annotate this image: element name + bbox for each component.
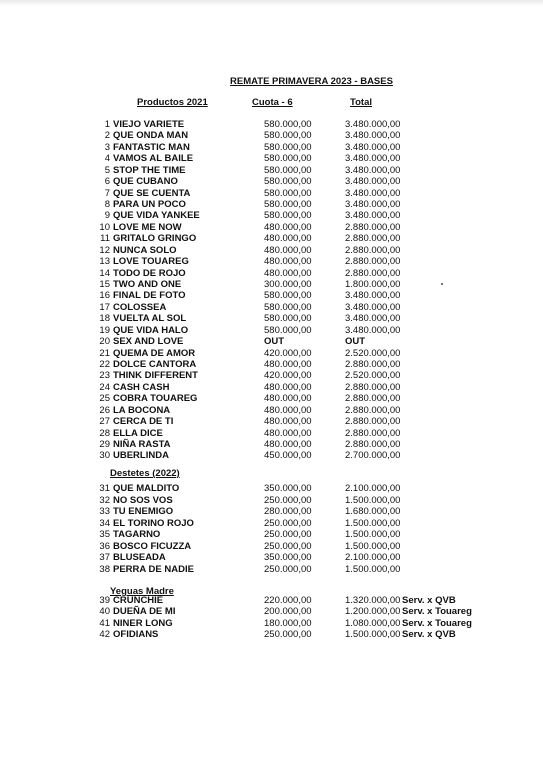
lot-total: 1.500.000,00 bbox=[345, 629, 401, 641]
lot-number: 42 bbox=[99, 629, 110, 641]
lot-name: QUEMA DE AMOR bbox=[113, 347, 196, 359]
lot-number: 39 bbox=[99, 595, 110, 606]
lot-name: COBRA TOUAREG bbox=[113, 393, 198, 405]
lot-number: 20 bbox=[99, 336, 110, 348]
table-row bbox=[0, 154, 543, 165]
lot-total: 1.500.000,00 bbox=[345, 563, 401, 575]
lot-cuota: 480.000,00 bbox=[264, 439, 312, 451]
table-row bbox=[0, 234, 543, 245]
lot-name: PERRA DE NADIE bbox=[113, 563, 194, 575]
lot-cuota: 580.000,00 bbox=[264, 164, 312, 176]
lot-service: Serv. x QVB bbox=[402, 595, 456, 606]
lot-total: 1.320.000,00 bbox=[345, 595, 401, 606]
lot-number: 22 bbox=[99, 359, 110, 371]
lot-number: 5 bbox=[104, 164, 110, 176]
lot-name: NINER LONG bbox=[113, 617, 173, 629]
lot-number: 32 bbox=[99, 494, 110, 506]
lot-number: 36 bbox=[99, 540, 110, 552]
lot-cuota: 250.000,00 bbox=[264, 563, 312, 575]
lot-name: PARA UN POCO bbox=[113, 199, 186, 210]
lot-cuota: 480.000,00 bbox=[264, 359, 312, 371]
lot-cuota: 200.000,00 bbox=[264, 606, 312, 618]
lot-service: Serv. x Touareg bbox=[402, 617, 472, 629]
lot-name: LA BOCONA bbox=[113, 404, 171, 416]
lot-cuota: 480.000,00 bbox=[264, 393, 312, 405]
lot-total: 3.480.000,00 bbox=[345, 187, 401, 199]
lot-cuota: 420.000,00 bbox=[264, 347, 312, 359]
lot-total: 3.480.000,00 bbox=[345, 301, 401, 313]
lot-number: 9 bbox=[104, 210, 110, 222]
scan-edge bbox=[0, 0, 543, 6]
lot-total: 1.800.000,00 bbox=[345, 279, 401, 291]
lot-name: UBERLINDA bbox=[113, 450, 169, 462]
lot-total: 3.480.000,00 bbox=[345, 313, 401, 325]
lot-name: LOVE TOUAREG bbox=[113, 256, 189, 268]
lot-number: 30 bbox=[99, 450, 110, 462]
lot-total: 2.880.000,00 bbox=[345, 404, 401, 416]
lot-number: 26 bbox=[99, 404, 110, 416]
lot-cuota: 580.000,00 bbox=[264, 141, 312, 153]
lot-total: 2.520.000,00 bbox=[345, 370, 401, 382]
lot-total: 1.500.000,00 bbox=[345, 529, 401, 541]
lot-name: CASH CASH bbox=[113, 381, 170, 393]
lot-total: 3.480.000,00 bbox=[345, 324, 401, 336]
header-total: Total bbox=[350, 97, 372, 108]
lot-number: 28 bbox=[99, 427, 110, 439]
lot-number: 27 bbox=[99, 416, 110, 428]
table-row bbox=[0, 530, 543, 541]
lot-name: QUE SE CUENTA bbox=[113, 187, 191, 199]
lot-total: 2.880.000,00 bbox=[345, 359, 401, 371]
lot-cuota: 580.000,00 bbox=[264, 290, 312, 302]
lot-name: QUE MALDITO bbox=[113, 483, 180, 494]
lot-name: CRUNCHIE bbox=[113, 595, 164, 606]
lot-name: ELLA DICE bbox=[113, 427, 163, 439]
table-row bbox=[0, 394, 543, 405]
lot-cuota: OUT bbox=[264, 336, 285, 348]
scan-speck bbox=[441, 283, 443, 285]
section-title-destetes: Destetes (2022) bbox=[110, 468, 180, 479]
lot-name: GRITALO GRINGO bbox=[113, 233, 197, 245]
lot-name: COLOSSEA bbox=[113, 301, 167, 313]
lot-name: QUE CUBANO bbox=[113, 176, 178, 188]
lot-cuota: 250.000,00 bbox=[264, 529, 312, 541]
lot-total: 3.480.000,00 bbox=[345, 210, 401, 222]
lot-name: NIÑA RASTA bbox=[113, 439, 171, 451]
lot-total: 2.880.000,00 bbox=[345, 427, 401, 439]
lot-name: NUNCA SOLO bbox=[113, 244, 177, 256]
lot-name: TWO AND ONE bbox=[113, 279, 182, 291]
lot-total: 2.880.000,00 bbox=[345, 381, 401, 393]
lot-name: EL TORINO ROJO bbox=[113, 517, 194, 529]
lot-name: NO SOS VOS bbox=[113, 494, 173, 506]
lot-cuota: 300.000,00 bbox=[264, 279, 312, 291]
lot-cuota: 480.000,00 bbox=[264, 244, 312, 256]
lot-total: 2.100.000,00 bbox=[345, 483, 401, 494]
lot-number: 34 bbox=[99, 517, 110, 529]
lot-name: TU ENEMIGO bbox=[113, 506, 174, 518]
table-row bbox=[0, 565, 543, 576]
lot-name: FINAL DE FOTO bbox=[113, 290, 186, 302]
lot-cuota: 480.000,00 bbox=[264, 256, 312, 268]
lot-total: 2.880.000,00 bbox=[345, 267, 401, 279]
lot-cuota: 480.000,00 bbox=[264, 221, 312, 233]
header-cuota: Cuota - 6 bbox=[252, 97, 293, 108]
lot-name: VIEJO VARIETE bbox=[113, 119, 185, 130]
lot-number: 8 bbox=[104, 199, 110, 210]
table-row bbox=[0, 257, 543, 268]
lot-total: 3.480.000,00 bbox=[345, 290, 401, 302]
lot-number: 3 bbox=[104, 141, 110, 153]
lot-total: 1.680.000,00 bbox=[345, 506, 401, 518]
lot-name: LOVE ME NOW bbox=[113, 221, 182, 233]
lot-number: 16 bbox=[99, 290, 110, 302]
lot-number: 23 bbox=[99, 370, 110, 382]
lot-cuota: 580.000,00 bbox=[264, 210, 312, 222]
lot-number: 37 bbox=[99, 552, 110, 564]
lot-number: 38 bbox=[99, 563, 110, 575]
lot-cuota: 450.000,00 bbox=[264, 450, 312, 462]
lot-name: OFIDIANS bbox=[113, 629, 159, 641]
lot-total: 2.880.000,00 bbox=[345, 416, 401, 428]
lot-cuota: 580.000,00 bbox=[264, 119, 312, 130]
lot-cuota: 420.000,00 bbox=[264, 370, 312, 382]
lot-cuota: 480.000,00 bbox=[264, 267, 312, 279]
lot-total: 2.880.000,00 bbox=[345, 393, 401, 405]
lot-total: 2.880.000,00 bbox=[345, 244, 401, 256]
lot-number: 15 bbox=[99, 279, 110, 291]
lot-total: 3.480.000,00 bbox=[345, 119, 401, 130]
lot-number: 19 bbox=[99, 324, 110, 336]
lot-total: 2.880.000,00 bbox=[345, 256, 401, 268]
lot-cuota: 480.000,00 bbox=[264, 416, 312, 428]
table-row bbox=[0, 630, 543, 641]
lot-number: 31 bbox=[99, 483, 110, 494]
table-row bbox=[0, 337, 543, 348]
lot-cuota: 480.000,00 bbox=[264, 233, 312, 245]
lot-name: SEX AND LOVE bbox=[113, 336, 184, 348]
lot-number: 6 bbox=[104, 176, 110, 188]
lot-total: 3.480.000,00 bbox=[345, 176, 401, 188]
lot-cuota: 580.000,00 bbox=[264, 324, 312, 336]
lot-number: 12 bbox=[99, 244, 110, 256]
lot-cuota: 250.000,00 bbox=[264, 494, 312, 506]
lot-total: 2.700.000,00 bbox=[345, 450, 401, 462]
lot-cuota: 250.000,00 bbox=[264, 517, 312, 529]
lot-cuota: 480.000,00 bbox=[264, 404, 312, 416]
lot-total: 3.480.000,00 bbox=[345, 199, 401, 210]
lot-number: 14 bbox=[99, 267, 110, 279]
lot-name: DOLCE CANTORA bbox=[113, 359, 197, 371]
lot-number: 35 bbox=[99, 529, 110, 541]
lot-name: QUE ONDA MAN bbox=[113, 130, 189, 142]
table-row bbox=[0, 451, 543, 462]
lot-total: 2.100.000,00 bbox=[345, 552, 401, 564]
lot-number: 21 bbox=[99, 347, 110, 359]
lot-cuota: 220.000,00 bbox=[264, 595, 312, 606]
lot-name: VAMOS AL BAILE bbox=[113, 153, 194, 165]
lot-name: TAGARNO bbox=[113, 529, 161, 541]
lot-total: 1.080.000,00 bbox=[345, 617, 401, 629]
lot-number: 13 bbox=[99, 256, 110, 268]
lot-cuota: 250.000,00 bbox=[264, 629, 312, 641]
lot-number: 11 bbox=[100, 233, 110, 245]
table-row bbox=[0, 177, 543, 188]
lot-total: 1.500.000,00 bbox=[345, 540, 401, 552]
lot-name: CERCA DE TI bbox=[113, 416, 174, 428]
lot-number: 24 bbox=[99, 381, 110, 393]
lot-cuota: 350.000,00 bbox=[264, 483, 312, 494]
lot-name: DUEÑA DE MI bbox=[113, 606, 176, 618]
section-title-yeguas: Yeguas Madre bbox=[110, 586, 174, 597]
lot-cuota: 180.000,00 bbox=[264, 617, 312, 629]
lot-number: 1 bbox=[104, 119, 110, 130]
lot-number: 18 bbox=[99, 313, 110, 325]
lot-cuota: 350.000,00 bbox=[264, 552, 312, 564]
table-row bbox=[0, 484, 543, 495]
lot-total: 3.480.000,00 bbox=[345, 141, 401, 153]
lot-total: 2.880.000,00 bbox=[345, 233, 401, 245]
table-row bbox=[0, 507, 543, 518]
lot-cuota: 480.000,00 bbox=[264, 427, 312, 439]
lot-cuota: 580.000,00 bbox=[264, 301, 312, 313]
lot-total: 2.880.000,00 bbox=[345, 439, 401, 451]
lot-total: OUT bbox=[345, 336, 366, 348]
lot-number: 33 bbox=[99, 506, 110, 518]
lot-total: 3.480.000,00 bbox=[345, 130, 401, 142]
lot-cuota: 250.000,00 bbox=[264, 540, 312, 552]
lot-name: FANTASTIC MAN bbox=[113, 141, 190, 153]
lot-name: TODO DE ROJO bbox=[113, 267, 186, 279]
lot-total: 3.480.000,00 bbox=[345, 164, 401, 176]
lot-total: 1.500.000,00 bbox=[345, 494, 401, 506]
lot-total: 1.200.000,00 bbox=[345, 606, 401, 618]
lot-cuota: 580.000,00 bbox=[264, 313, 312, 325]
lot-total: 3.480.000,00 bbox=[345, 153, 401, 165]
lot-cuota: 480.000,00 bbox=[264, 381, 312, 393]
lot-number: 41 bbox=[99, 617, 110, 629]
lot-cuota: 580.000,00 bbox=[264, 187, 312, 199]
lot-number: 10 bbox=[99, 221, 110, 233]
lot-name: BOSCO FICUZZA bbox=[113, 540, 192, 552]
lot-name: STOP THE TIME bbox=[113, 164, 186, 176]
lot-number: 4 bbox=[104, 153, 110, 165]
lot-total: 2.520.000,00 bbox=[345, 347, 401, 359]
lot-number: 29 bbox=[99, 439, 110, 451]
header-productos: Productos 2021 bbox=[137, 97, 208, 108]
table-row bbox=[0, 417, 543, 428]
lot-total: 2.880.000,00 bbox=[345, 221, 401, 233]
lot-number: 7 bbox=[104, 187, 110, 199]
lot-name: BLUSEADA bbox=[113, 552, 166, 564]
lot-service: Serv. x Touareg bbox=[402, 606, 472, 618]
lot-number: 17 bbox=[99, 301, 110, 313]
lot-name: QUE VIDA YANKEE bbox=[113, 210, 200, 222]
lot-total: 1.500.000,00 bbox=[345, 517, 401, 529]
lot-name: THINK DIFFERENT bbox=[113, 370, 198, 382]
lot-service: Serv. x QVB bbox=[402, 629, 456, 641]
lot-name: VUELTA AL SOL bbox=[113, 313, 187, 325]
lot-number: 2 bbox=[104, 130, 110, 142]
lot-cuota: 280.000,00 bbox=[264, 506, 312, 518]
lot-cuota: 580.000,00 bbox=[264, 153, 312, 165]
page-title: REMATE PRIMAVERA 2023 - BASES bbox=[230, 76, 393, 87]
table-row bbox=[0, 314, 543, 325]
lot-number: 40 bbox=[99, 606, 110, 618]
lot-cuota: 580.000,00 bbox=[264, 176, 312, 188]
lot-cuota: 580.000,00 bbox=[264, 199, 312, 210]
lot-name: QUE VIDA HALO bbox=[113, 324, 189, 336]
lot-cuota: 580.000,00 bbox=[264, 130, 312, 142]
lot-number: 25 bbox=[99, 393, 110, 405]
